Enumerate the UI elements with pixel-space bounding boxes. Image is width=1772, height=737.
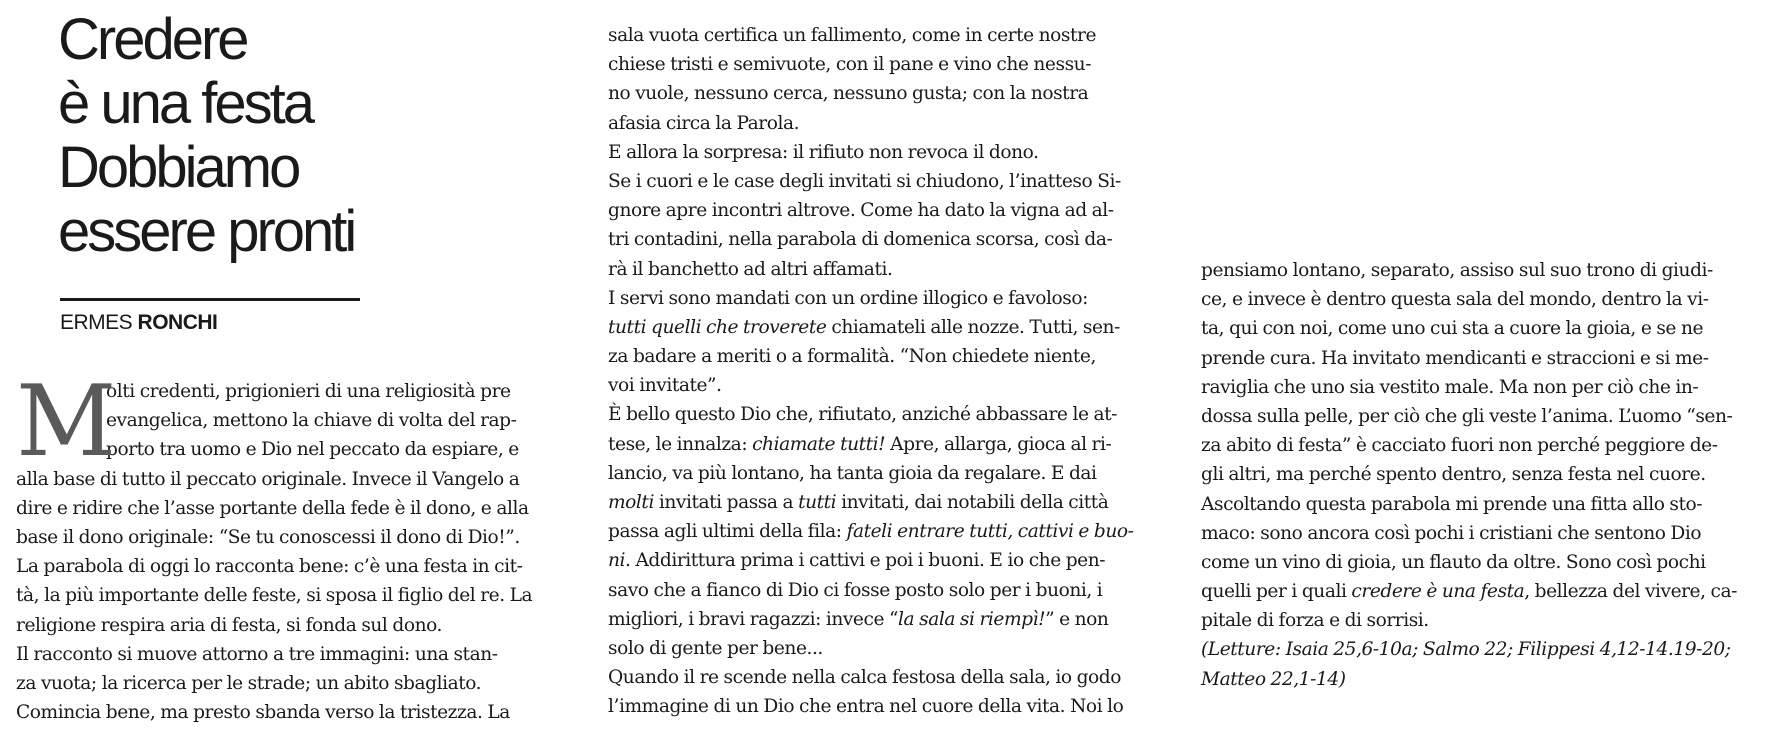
text-line: no vuole, nessuno cerca, nessuno gusta; con la nostra — [608, 83, 1089, 105]
text-line: l’immagine di un Dio che entra nel cuore della vita. Noi lo — [608, 696, 1124, 718]
text-line: È bello questo Dio che, rifiutato, anziché abbassare le at- — [608, 404, 1117, 426]
text-line — [608, 546, 1168, 575]
text-line: olti credenti, prigionieri di una religiosità pre — [106, 381, 511, 402]
title-line: è una festa — [58, 71, 312, 136]
text-run: . Addirittura prima i cattivi e poi i buoni. E io che pen- — [625, 550, 1106, 572]
text-line: come un vino di gioia, un flauto da oltre. Sono così pochi — [1201, 551, 1706, 573]
text-line: ce, e invece è dentro questa sala del mondo, dentro la vi- — [1201, 289, 1709, 311]
title-line: essere pronti — [58, 199, 355, 264]
text-line: tri contadini, nella parabola di domenica scorsa, così da- — [608, 229, 1113, 251]
text-line: Il racconto si muove attorno a tre immagini: una stan- — [16, 643, 498, 665]
text-run: chiamateli alle nozze. Tutti, sen- — [826, 316, 1120, 338]
italic-phrase: credere è una festa — [1351, 581, 1525, 603]
article-column-3 — [1201, 256, 1761, 694]
text-line: lancio, va più lontano, ha tanta gioia da regalare. E dai — [608, 462, 1097, 484]
text-line: prende cura. Ha invitato mendicanti e straccioni e si me- — [1201, 347, 1709, 369]
italic-phrase: ni — [608, 550, 626, 572]
article-column-2 — [608, 21, 1168, 722]
text-line — [1201, 635, 1761, 664]
text-line: porto tra uomo e Dio nel peccato da espiare, e — [106, 439, 519, 461]
drop-cap: M — [16, 365, 116, 479]
italic-phrase: Matteo 22,1-14) — [1201, 668, 1346, 690]
text-line — [1201, 577, 1761, 606]
text-run: invitati passa a — [653, 492, 799, 513]
text-line: maco: sono ancora così pochi i cristiani che sentono Dio — [1201, 522, 1702, 544]
text-line: za abito di festa” è cacciato fuori non perché peggiore de- — [1201, 435, 1718, 457]
italic-phrase: (Letture: Isaia 25,6-10a; Salmo 22; Filippesi 4,12-14.19-20; — [1201, 639, 1731, 661]
italic-phrase: la sala si riempì! — [898, 608, 1046, 630]
italic-phrase: tutti quelli che troverete — [608, 316, 827, 338]
text-line — [608, 605, 1168, 634]
title-line: Credere — [58, 7, 247, 72]
text-line: chiese tristi e semivuote, con il pane e vino che nessu- — [608, 54, 1092, 76]
text-line — [1201, 665, 1761, 694]
title-line: Dobbiamo — [58, 135, 299, 200]
text-line: rà il banchetto ad altri affamati. — [608, 258, 893, 280]
text-line: E allora la sorpresa: il rifiuto non revoca il dono. — [608, 141, 1039, 163]
italic-phrase: chiamate tutti! — [752, 433, 886, 455]
article-title — [58, 8, 354, 264]
text-line — [608, 313, 1168, 342]
text-line: ta, qui con noi, come uno cui sta a cuore la gioia, e se ne — [1201, 318, 1704, 340]
text-line — [608, 488, 1168, 517]
text-line — [608, 430, 1168, 459]
text-line: gnore apre incontri altrove. Come ha dato la vigna ad al- — [608, 200, 1114, 222]
text-line: dire e ridire che l’asse portante della fede è il dono, e alla — [16, 497, 529, 519]
text-line: alla base di tutto il peccato originale. Invece il Vangelo a — [16, 468, 520, 490]
author-last-name: RONCHI — [137, 311, 218, 334]
italic-phrase: fateli entrare tutti, cattivi e buo- — [846, 521, 1134, 543]
text-run: migliori, i bravi ragazzi: invece “ — [608, 608, 899, 630]
text-line: base il dono originale: “Se tu conoscessi il dono di Dio!”. — [16, 526, 520, 548]
text-line — [608, 517, 1168, 546]
italic-phrase: molti — [608, 492, 654, 513]
text-run: tese, le innalza: — [608, 433, 753, 455]
text-line: tà, la più importante delle feste, si sposa il figlio del re. La — [16, 585, 533, 607]
text-line: La parabola di oggi lo racconta bene: c’è una festa in cit- — [16, 556, 523, 578]
text-line: evangelica, mettono la chiave di volta del rap- — [106, 410, 517, 432]
text-line: Comincia bene, ma presto sbanda verso la tristezza. La — [16, 702, 510, 724]
text-line: sala vuota certifica un fallimento, come in certe nostre — [608, 25, 1096, 46]
text-line: dossa sulla pelle, per ciò che gli veste l’anima. L’uomo “sen- — [1201, 405, 1733, 427]
article-column-1 — [16, 365, 576, 727]
text-run: invitati, dai notabili della città — [836, 492, 1109, 513]
text-line: solo di gente per bene... — [608, 637, 823, 659]
text-run: Apre, allarga, gioca al ri- — [885, 433, 1112, 455]
text-line: I servi sono mandati con un ordine illogico e favoloso: — [608, 287, 1088, 309]
text-run: passa agli ultimi della fila: — [608, 521, 847, 543]
byline-rule — [60, 298, 360, 301]
text-line: raviglia che uno sia vestito male. Ma non per ciò che in- — [1201, 376, 1699, 398]
text-line: afasia circa la Parola. — [608, 112, 800, 134]
italic-phrase: tutti — [798, 492, 837, 513]
text-line: za vuota; la ricerca per le strade; un abito sbagliato. — [16, 672, 482, 694]
text-run: ” e non — [1045, 608, 1109, 630]
text-line: savo che a fianco di Dio ci fosse posto solo per i buoni, i — [608, 579, 1103, 601]
byline — [60, 310, 217, 336]
text-line: Se i cuori e le case degli invitati si chiudono, l’inatteso Si- — [608, 170, 1121, 192]
text-line: za badare a meriti o a formalità. “Non chiedete niente, — [608, 346, 1096, 368]
text-run: , bellezza del vivere, ca- — [1524, 581, 1737, 603]
text-line: pitale di forza e di sorrisi. — [1201, 610, 1429, 632]
text-line: religione respira aria di festa, si fonda sul dono. — [16, 614, 442, 636]
text-line: gli altri, ma perché spento dentro, senza festa nel cuore. — [1201, 464, 1706, 486]
text-line: Quando il re scende nella calca festosa della sala, io godo — [608, 667, 1121, 689]
text-run: quelli per i quali — [1201, 581, 1352, 603]
author-first-name: ERMES — [60, 311, 133, 334]
text-line: voi invitate”. — [608, 375, 722, 397]
text-line: Ascoltando questa parabola mi prende una fitta allo sto- — [1201, 493, 1703, 515]
text-line: pensiamo lontano, separato, assiso sul suo trono di giudi- — [1201, 260, 1713, 281]
